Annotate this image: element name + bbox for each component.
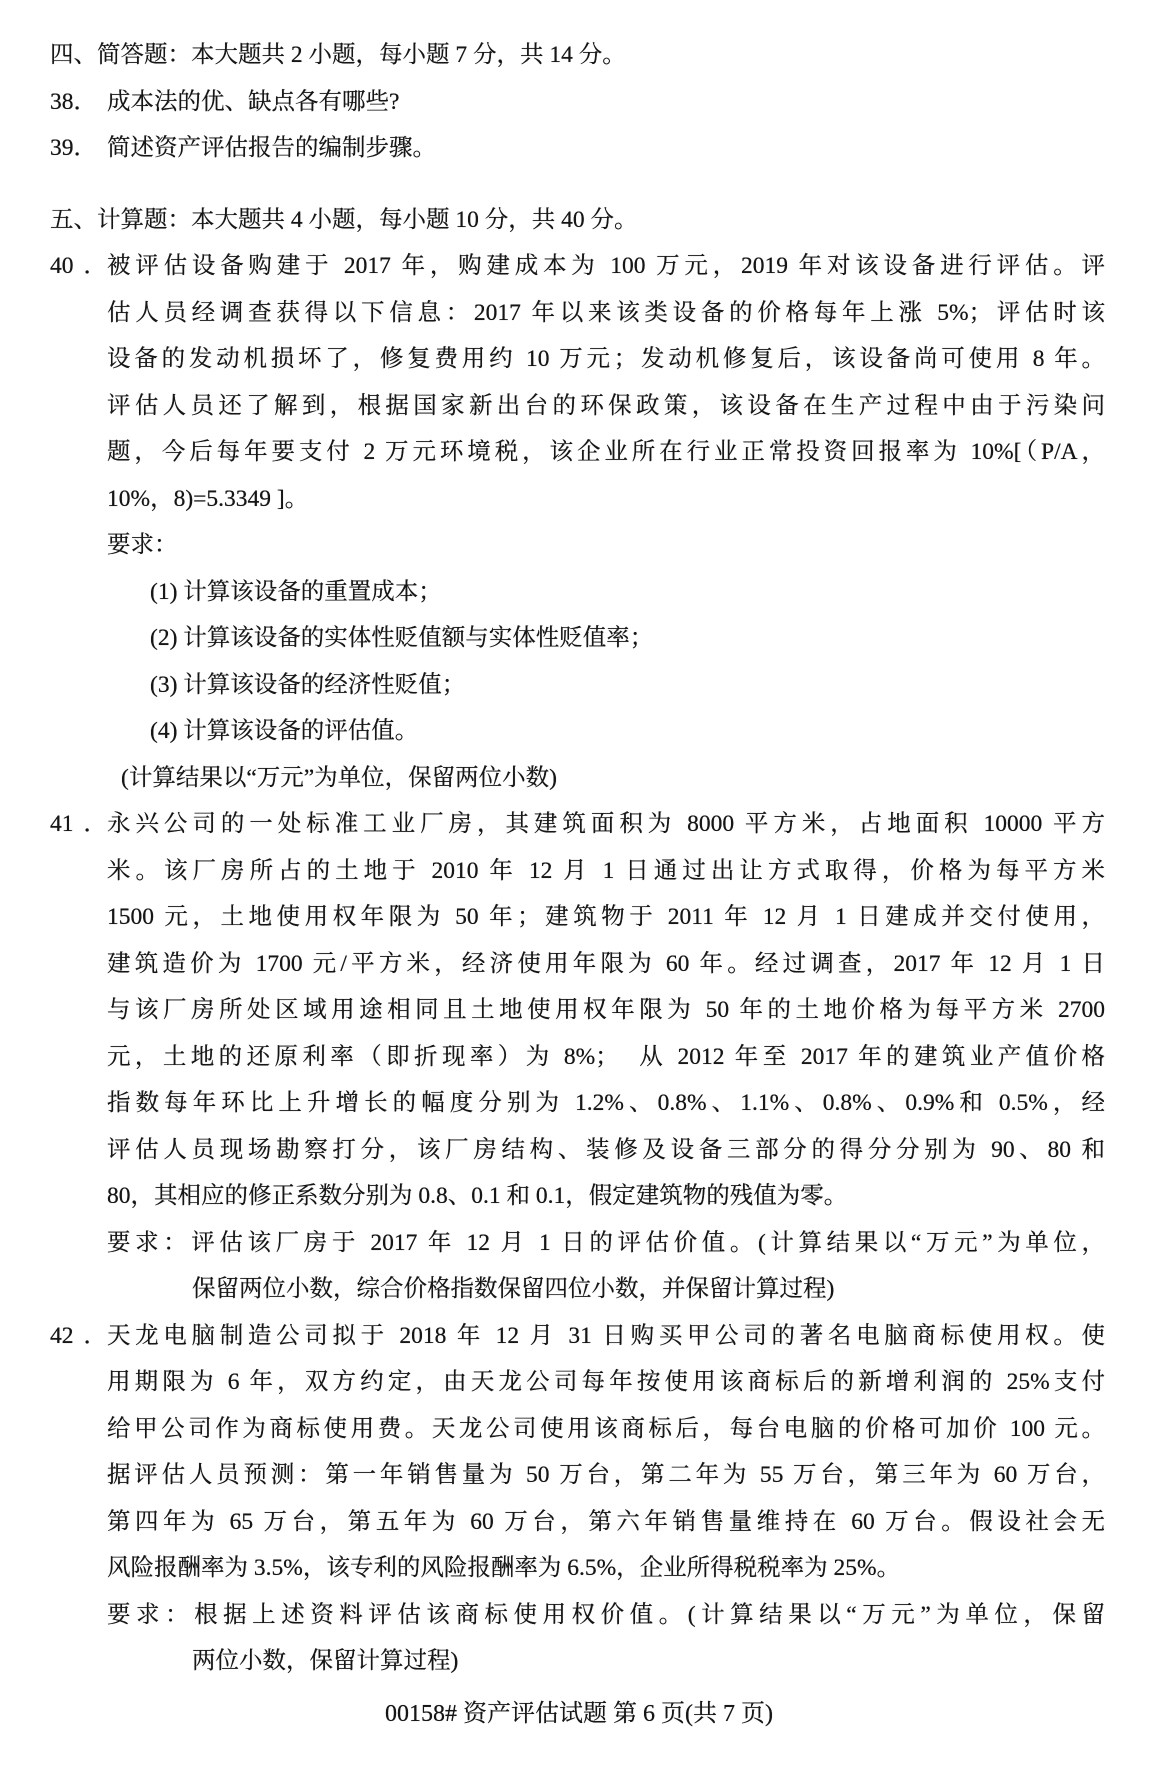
question-42-line: 要求：根据上述资料评估该商标使用权价值。(计算结果以“万元”为单位，保留 <box>107 1601 1105 1628</box>
question-42-line <box>50 1313 1105 1360</box>
question-41-line: 保留两位小数，综合价格指数保留四位小数，并保留计算过程) <box>192 1276 835 1302</box>
question-40-line: (4) 计算该设备的评估值。 <box>150 718 419 744</box>
question-41-line: 要求：评估该厂房于 2017 年 12 月 1 日的评估价值。(计算结果以“万元”为单位， <box>107 1229 1105 1256</box>
question-41-line: 与该厂房所处区域用途相同且土地使用权年限为 50 年的土地价格为每平方米 2700 <box>107 997 1105 1023</box>
question-41-line: 1500 元，土地使用权年限为 50 年；建筑物于 2011 年 12 月 1 日建成并交付使用， <box>107 904 1105 930</box>
question-40-line: 评估人员还了解到，根据国家新出台的环保政策，该设备在生产过程中由于污染问 <box>107 392 1105 419</box>
question-41-line: 建筑造价为 1700 元/平方米，经济使用年限为 60 年。经过调查，2017 年 12 月 1 日 <box>107 950 1105 977</box>
question-42-line: 用期限为 6 年，双方约定，由天龙公司每年按使用该商标后的新增利润的 25%支付 <box>107 1369 1105 1395</box>
question-text: 被评估设备购建于 2017 年，购建成本为 100 万元，2019 年对该设备进行评估。评 <box>107 253 1105 279</box>
question-text: 天龙电脑制造公司拟于 2018 年 12 月 31 日购买甲公司的著名电脑商标使用权。使 <box>107 1322 1105 1349</box>
question-text: 成本法的优、缺点各有哪些? <box>107 88 400 115</box>
question-40-line: (3) 计算该设备的经济性贬值； <box>150 671 466 698</box>
question-42-line: 两位小数，保留计算过程) <box>192 1648 459 1674</box>
question-42-line: 给甲公司作为商标使用费。天龙公司使用该商标后，每台电脑的价格可加价 100 元。 <box>107 1415 1105 1442</box>
page-footer: 00158# 资产评估试题 第 6 页(共 7 页) <box>385 1701 773 1727</box>
question-text: 简述资产评估报告的编制步骤。 <box>107 135 436 161</box>
question-42-line: 据评估人员预测：第一年销售量为 50 万台，第二年为 55 万台，第三年为 60 万台， <box>107 1462 1105 1488</box>
question-number: 41． <box>50 811 107 837</box>
question-41-line: 元，土地的还原利率（即折现率）为 8%； 从 2012 年至 2017 年的建筑业产值价格 <box>107 1043 1105 1070</box>
question-40-line: 10%，8)=5.3349 ]。 <box>107 485 309 512</box>
question-40-line: 设备的发动机损坏了，修复费用约 10 万元；发动机修复后，该设备尚可使用 8 年。 <box>107 346 1105 372</box>
question-number: 42． <box>50 1322 107 1349</box>
question-number: 40． <box>50 253 107 279</box>
question-38-line <box>50 79 1105 126</box>
question-39-line <box>50 125 1105 172</box>
question-41-line <box>50 801 1105 848</box>
section-heading: 五、计算题：本大题共 4 小题，每小题 10 分，共 40 分。 <box>50 206 638 233</box>
question-42-line: 第四年为 65 万台，第五年为 60 万台，第六年销售量维持在 60 万台。假设社会无 <box>107 1508 1105 1535</box>
exam-content <box>50 32 1105 1685</box>
question-41-line: 米。该厂房所占的土地于 2010 年 12 月 1 日通过出让方式取得，价格为每平方米 <box>107 857 1105 884</box>
question-text: 永兴公司的一处标准工业厂房，其建筑面积为 8000 平方米，占地面积 10000 平方 <box>107 811 1105 837</box>
question-40-line: (2) 计算该设备的实体性贬值额与实体性贬值率； <box>150 625 654 651</box>
section-heading: 四、简答题：本大题共 2 小题，每小题 7 分，共 14 分。 <box>50 42 626 68</box>
question-number: 38． <box>50 88 97 115</box>
question-40-line <box>50 243 1105 290</box>
question-41-line: 评估人员现场勘察打分，该厂房结构、装修及设备三部分的得分分别为 90、80 和 <box>107 1136 1105 1163</box>
question-40-line: 题，今后每年要支付 2 万元环境税，该企业所在行业正常投资回报率为 10%[（P/A， <box>107 439 1105 465</box>
question-40-line: (计算结果以“万元”为单位，保留两位小数) <box>121 764 558 791</box>
question-40-line: 估人员经调查获得以下信息：2017 年以来该类设备的价格每年上涨 5%；评估时该 <box>107 299 1105 326</box>
question-40-line: (1) 计算该设备的重置成本； <box>150 578 442 605</box>
question-42-line: 风险报酬率为 3.5%，该专利的风险报酬率为 6.5%，企业所得税税率为 25%。 <box>107 1555 901 1581</box>
question-41-line: 80，其相应的修正系数分别为 0.8、0.1 和 0.1，假定建筑物的残值为零。 <box>107 1183 848 1209</box>
question-41-line: 指数每年环比上升增长的幅度分别为 1.2%、0.8%、1.1%、0.8%、0.9%和 0.5%，经 <box>107 1090 1105 1116</box>
question-number: 39． <box>50 135 97 161</box>
question-40-line: 要求： <box>107 532 178 558</box>
